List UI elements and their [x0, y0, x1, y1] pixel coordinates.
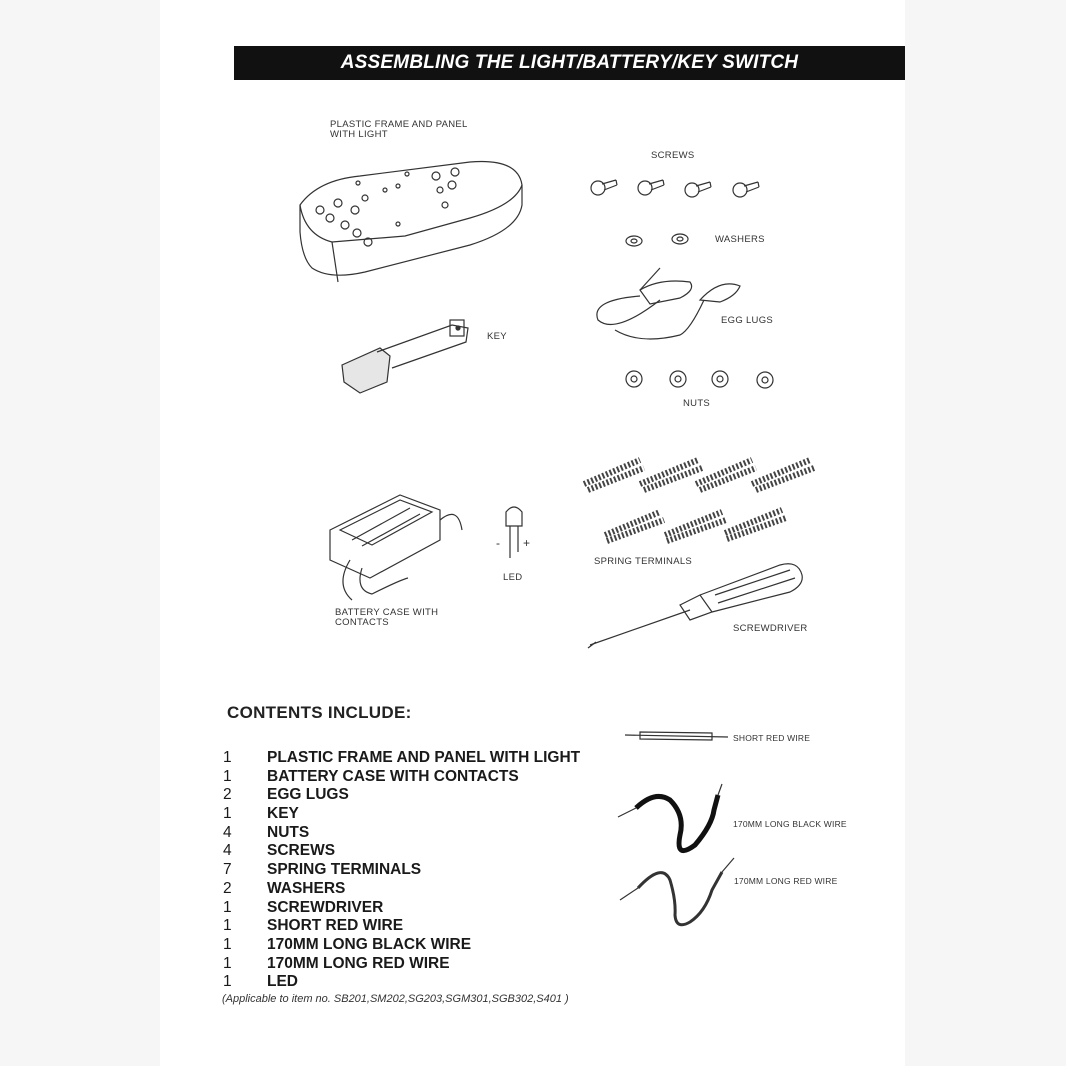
led-icon — [506, 507, 522, 558]
list-item: 7 SPRING TERMINALS — [223, 861, 422, 879]
list-item: 2 WASHERS — [223, 879, 346, 897]
battery-case-icon — [330, 495, 462, 600]
label-screwdriver: SCREWDRIVER — [733, 623, 808, 634]
list-item: 1 PLASTIC FRAME AND PANEL WITH LIGHT — [223, 749, 581, 766]
label-egg-lugs: EGG LUGS — [721, 315, 774, 326]
label-black-wire: 170MM LONG BLACK WIRE — [733, 819, 847, 829]
label-battery-case: BATTERY CASE WITH CONTACTS — [335, 607, 439, 628]
led-minus: - — [496, 536, 501, 550]
applicability-note: (Applicable to item no. SB201,SM202,SG203,SGM301,SGB302,S401 ) — [222, 993, 569, 1005]
page-title: ASSEMBLING THE LIGHT/BATTERY/KEY SWITCH — [234, 46, 905, 80]
list-item: 1 SCREWDRIVER — [223, 898, 384, 916]
label-red-wire: 170MM LONG RED WIRE — [734, 876, 838, 886]
spring-terminals-icon — [584, 460, 814, 541]
label-led: LED — [503, 572, 523, 583]
label-nuts: NUTS — [683, 398, 711, 409]
label-screws: SCREWS — [651, 150, 695, 161]
label-frame: PLASTIC FRAME AND PANEL WITH LIGHT — [330, 119, 468, 140]
list-item: 1 KEY — [223, 805, 299, 823]
label-spring-terminals: SPRING TERMINALS — [594, 556, 693, 567]
nuts-icon — [626, 371, 773, 388]
contents-title: CONTENTS INCLUDE: — [227, 703, 412, 722]
list-item: 1 LED — [223, 973, 298, 991]
label-washers: WASHERS — [715, 234, 765, 245]
washers-icon — [626, 234, 688, 246]
list-item: 4 SCREWS — [223, 842, 336, 860]
key-icon — [342, 320, 468, 393]
plastic-frame-icon — [300, 161, 522, 282]
screws-icon — [591, 180, 759, 197]
led-plus: + — [523, 536, 531, 550]
label-key: KEY — [487, 331, 507, 342]
list-item: 1 170MM LONG BLACK WIRE — [223, 935, 472, 953]
label-short-red-wire: SHORT RED WIRE — [733, 733, 811, 743]
egg-lugs-icon — [597, 268, 740, 339]
list-item: 4 NUTS — [223, 823, 310, 841]
list-item: 1 170MM LONG RED WIRE — [223, 954, 450, 972]
red-wire-icon — [620, 858, 734, 925]
short-red-wire-icon — [625, 732, 728, 740]
screwdriver-icon — [588, 564, 802, 648]
list-item: 2 EGG LUGS — [223, 786, 349, 804]
list-item: 1 SHORT RED WIRE — [223, 917, 404, 935]
list-item: 1 BATTERY CASE WITH CONTACTS — [223, 767, 519, 785]
contents-list — [223, 749, 580, 992]
black-wire-icon — [618, 784, 722, 851]
